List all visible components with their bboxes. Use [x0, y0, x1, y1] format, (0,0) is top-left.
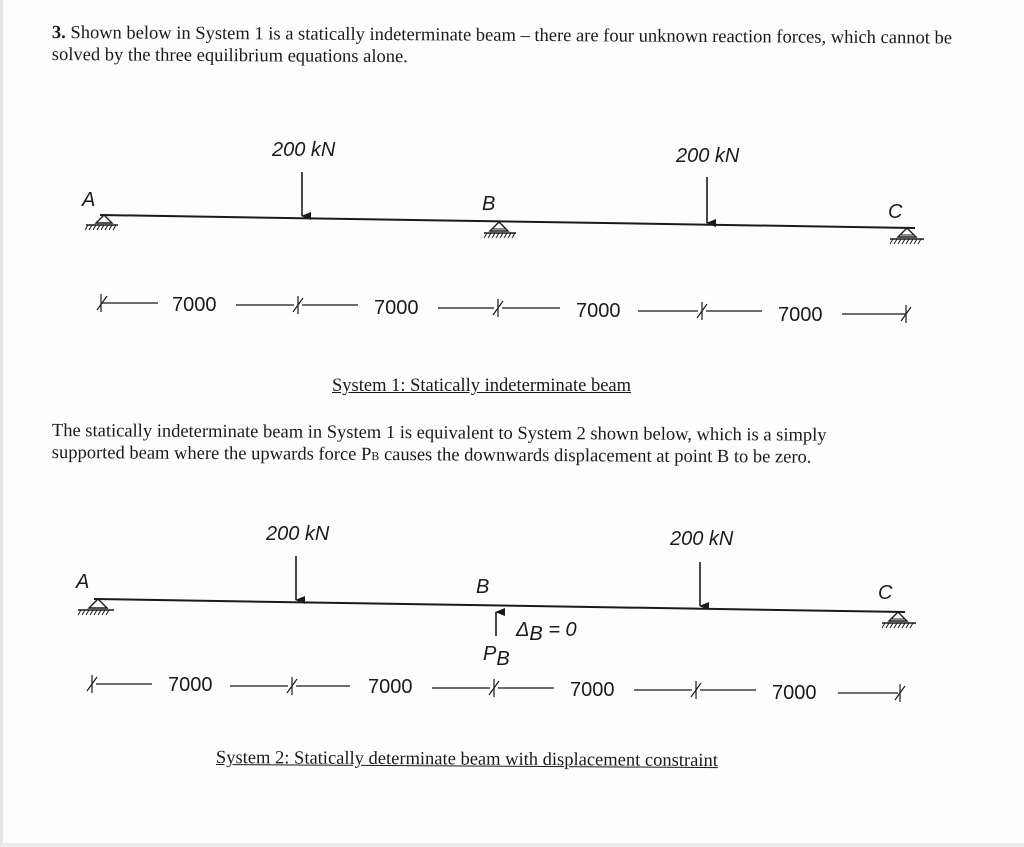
system1-span-1: 7000 [172, 294, 217, 316]
system1-span-4: 7000 [778, 304, 823, 326]
system2-label-c: C [878, 582, 893, 604]
system1-load-left-label: 200 kN [272, 139, 336, 161]
system2-span-4: 7000 [772, 682, 817, 704]
system2-delta-label: ΔB = 0 [516, 619, 577, 645]
system2-diagram [75, 523, 916, 704]
system1-beam [100, 215, 915, 228]
middle-line-2: supported beam where the upwards force PB causes the downwards displacement at point B to be zero. [51, 442, 812, 468]
system2-label-a: A [76, 571, 90, 593]
system2-load-right-label: 200 kN [670, 528, 734, 550]
system2-beam [94, 599, 905, 612]
system1-label-c: C [888, 201, 903, 223]
system1-support-b [484, 222, 516, 238]
middle-line-1: The statically indeterminate beam in System 1 is equivalent to System 2 shown below, which is a simply [51, 420, 827, 446]
system2-force-label: PB [483, 643, 510, 670]
system2-span-1: 7000 [168, 674, 213, 696]
system1-label-b: B [482, 193, 496, 215]
system1-support-a [85, 215, 118, 230]
pb-subscript: B [371, 448, 380, 464]
system2-load-left-label: 200 kN [266, 523, 330, 545]
system2-support-a [78, 599, 114, 615]
system1-support-c [890, 228, 924, 244]
system1-diagram [81, 139, 924, 326]
system2-span-3: 7000 [570, 679, 615, 701]
system1-caption: System 1: Statically indeterminate beam [332, 376, 632, 396]
system2-support-c [882, 612, 916, 628]
system1-label-a: A [82, 189, 96, 211]
system2-caption: System 2: Statically determinate beam with displacement constraint [215, 748, 718, 772]
system2-span-2: 7000 [368, 676, 413, 698]
question-body: Shown below in System 1 is a statically indeterminate beam – there are four unknown reaction forces, which cannot be solved by the three equilibrium equations alone. [51, 23, 953, 68]
system1-load-right-label: 200 kN [676, 145, 740, 167]
question-number: 3. [51, 22, 66, 44]
system1-span-3: 7000 [576, 300, 621, 322]
system2-label-b: B [476, 576, 490, 598]
system1-span-2: 7000 [374, 297, 419, 319]
